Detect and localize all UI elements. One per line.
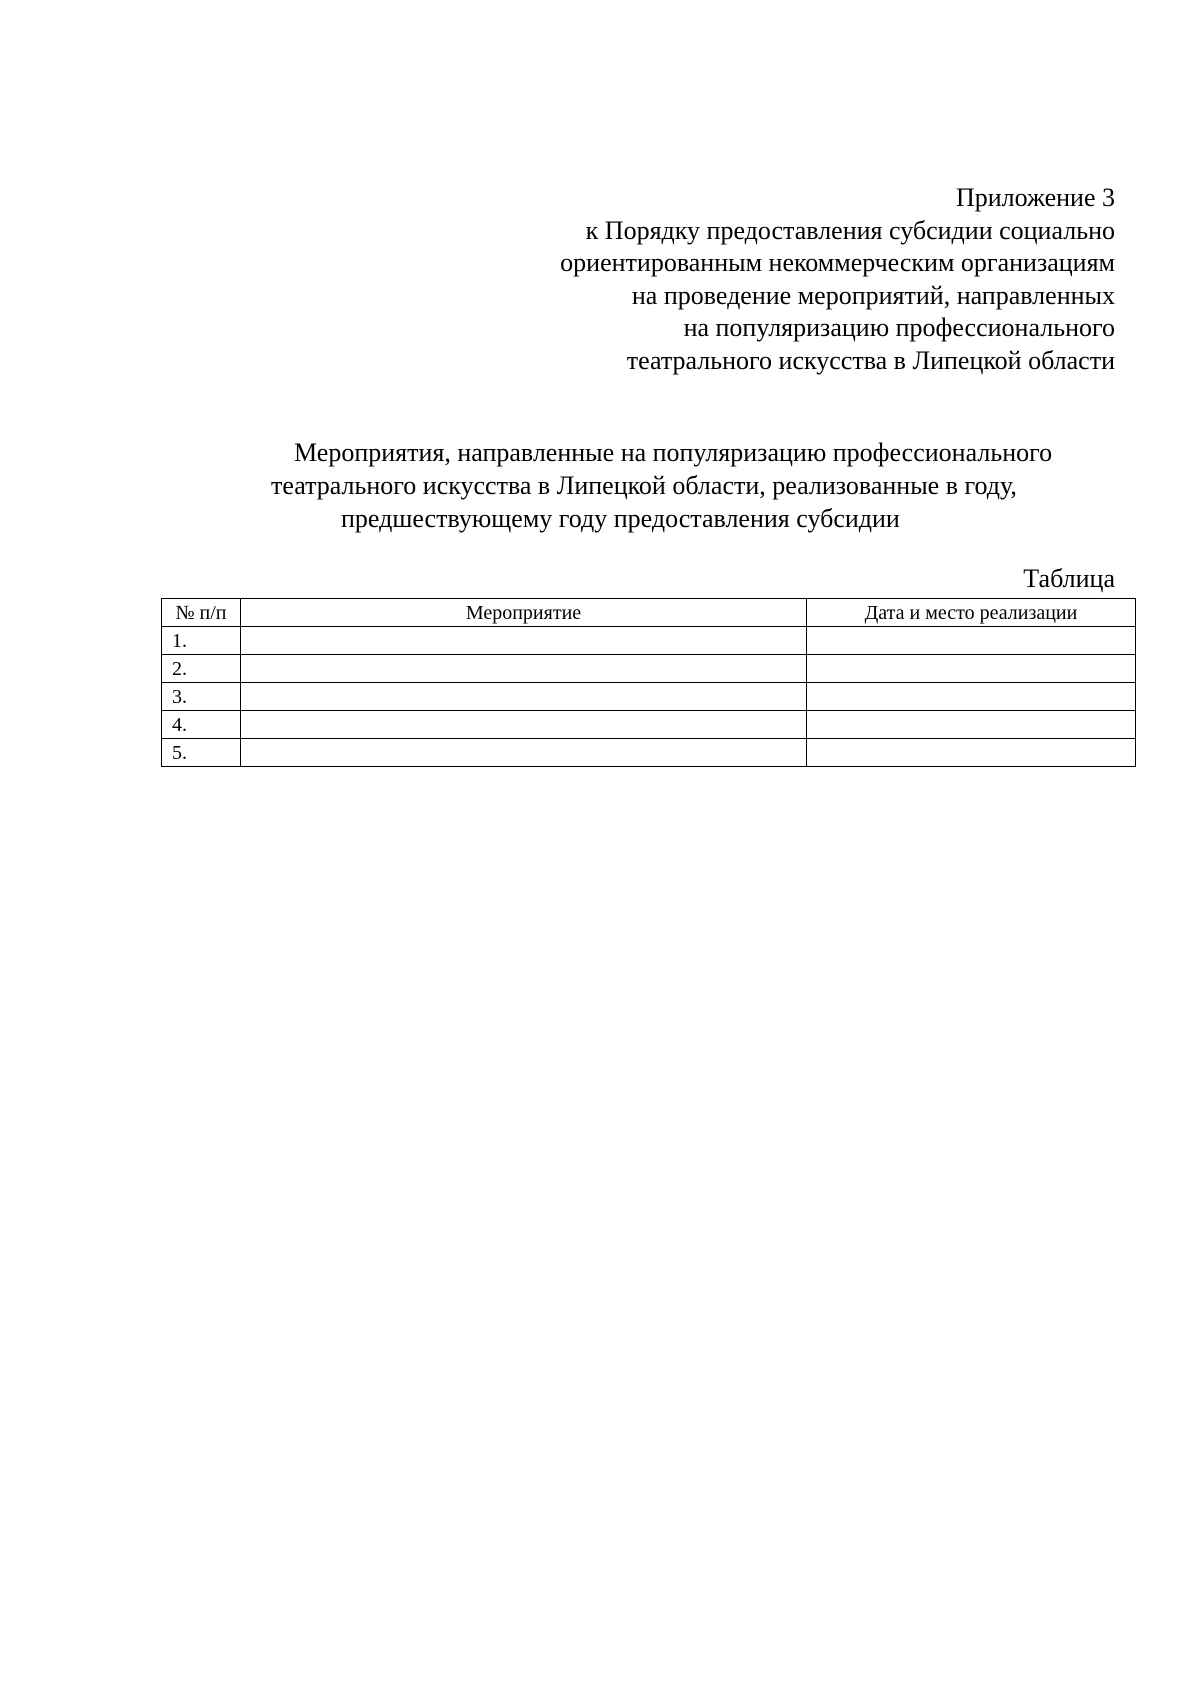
appendix-line: театрального искусства в Липецкой области <box>626 345 1115 375</box>
heading-line: предшествующему году предоставления субсидии <box>341 504 900 533</box>
event-cell <box>241 627 807 655</box>
date-place-cell <box>807 739 1136 767</box>
column-header-event: Мероприятие <box>241 599 807 627</box>
column-header-date-place: Дата и место реализации <box>807 599 1136 627</box>
row-number-cell: 1. <box>162 627 241 655</box>
event-cell <box>241 683 807 711</box>
table-row <box>162 655 1136 683</box>
table-row <box>162 683 1136 711</box>
event-cell <box>241 711 807 739</box>
appendix-block <box>560 182 1115 378</box>
date-place-cell <box>807 655 1136 683</box>
table-row <box>162 627 1136 655</box>
appendix-line: Приложение 3 <box>955 183 1115 212</box>
appendix-line: ориентированным некоммерческим организациям <box>560 248 1115 278</box>
heading-line: театрального искусства в Липецкой области, реализованные в году, <box>271 471 1017 500</box>
row-number-cell: 5. <box>162 739 241 767</box>
appendix-line: на проведение мероприятий, направленных <box>631 280 1115 310</box>
table-caption: Таблица <box>1023 564 1115 593</box>
row-number-cell: 3. <box>162 683 241 711</box>
table-header-row <box>162 599 1136 627</box>
date-place-cell <box>807 711 1136 739</box>
events-table <box>161 598 1136 767</box>
date-place-cell <box>807 627 1136 655</box>
column-header-number: № п/п <box>162 599 241 627</box>
appendix-line: к Порядку предоставления субсидии социально <box>585 215 1115 245</box>
appendix-line: на популяризацию профессионального <box>683 313 1115 343</box>
table-row <box>162 711 1136 739</box>
heading-line: Мероприятия, направленные на популяризацию профессионального <box>294 438 1053 467</box>
event-cell <box>241 739 807 767</box>
event-cell <box>241 655 807 683</box>
date-place-cell <box>807 683 1136 711</box>
row-number-cell: 2. <box>162 655 241 683</box>
document-heading <box>160 436 1120 535</box>
row-number-cell: 4. <box>162 711 241 739</box>
table-row <box>162 739 1136 767</box>
